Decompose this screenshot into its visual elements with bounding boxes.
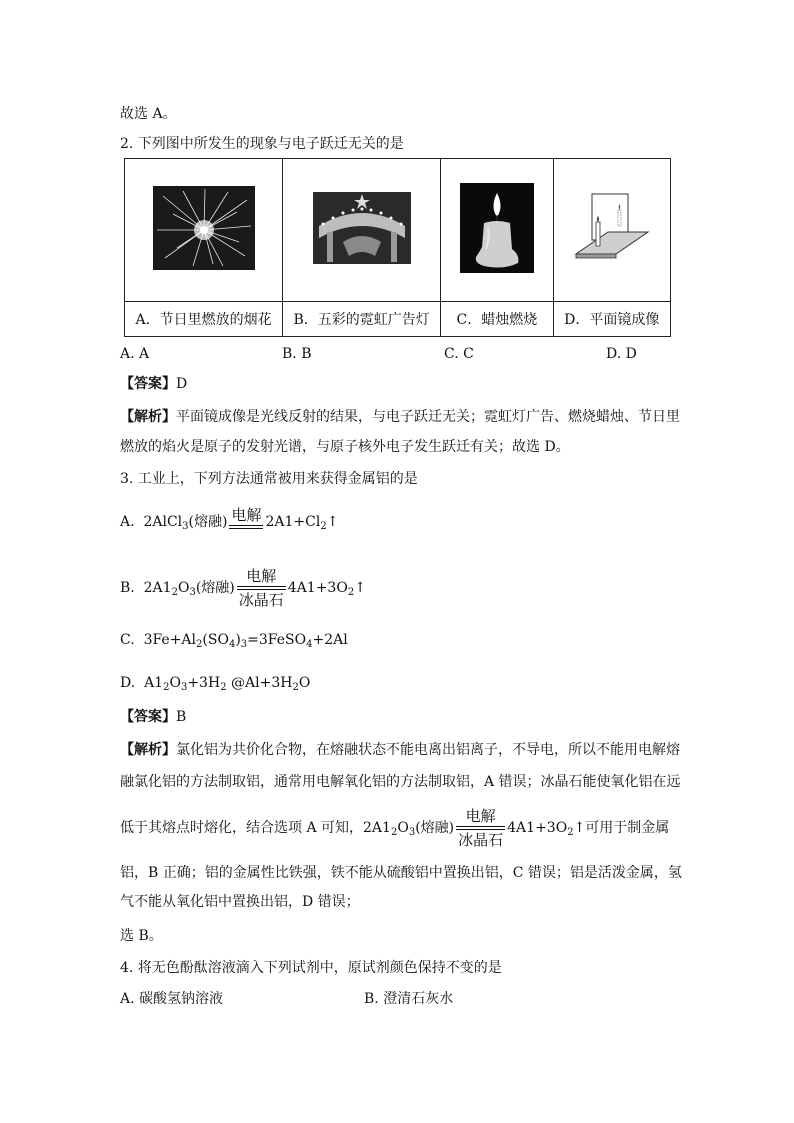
q3-option-d: D. $A1_2O_3+3H_2$ $@Al+3H_2O$ [120, 675, 311, 693]
q3-option-b: B. $2A1_2O_3$(熔融) $\frac{\text{电解}}{\text{冰晶石}}$ $4A1+3O_2↑$ [120, 567, 366, 609]
previous-conclusion: 故选 A。 [120, 106, 177, 122]
q2-analysis-line2: 燃放的焰火是原子的发射光谱，与原子核外电子发生跃迁有关；故选 D。 [120, 439, 570, 455]
candle-image [460, 183, 534, 273]
q3-stem: 3. 工业上，下列方法通常被用来获得金属铝的是 [120, 471, 418, 487]
analysis-text: 低于其熔点时熔化，结合选项 A 可知， [120, 820, 364, 836]
condition-bottom: 冰晶石 [458, 831, 504, 849]
q3-option-a: A. 2AlCl$_3$(熔融) 电解 $2A1+Cl_2↑$ [120, 506, 339, 532]
q3-analysis-line4: 铝，B 正确；铝的金属性比铁强，铁不能从硫酸铝中置换出铝，C 错误；铝是活泼金属，氢 [120, 865, 682, 881]
caption-c: C．蜡烛燃烧 [441, 302, 553, 337]
q3-analysis-line1 [120, 740, 680, 760]
q4-stem: 4. 将无色酚酞溶液滴入下列试剂中，原试剂颜色保持不变的是 [120, 960, 502, 976]
caption-b: B．五彩的霓虹广告灯 [283, 302, 441, 337]
q3-option-c: C. $3Fe+Al_2(SO_4)_3=3FeSO_4+2Al$ [120, 632, 348, 650]
neon-sign-image [313, 192, 411, 264]
answer-label: 【答案】 [120, 709, 176, 725]
q2-answer [120, 374, 187, 394]
answer-label: 【答案】 [120, 376, 176, 392]
q2-analysis-line1 [120, 407, 680, 427]
analysis-label: 【解析】 [120, 409, 176, 425]
q3-analysis-line3: 低于其熔点时熔化，结合选项 A 可知，$2A1_2O_3$(熔融) $\frac{\text{电解}}{\text{冰晶石}}$ $4A1+3O_2↑$可用于制金属 [120, 807, 670, 849]
q2-option-c: C. C [444, 346, 474, 362]
q2-option-d: D. D [606, 346, 637, 362]
condition-bottom: 冰晶石 [238, 591, 284, 609]
analysis-text: 氯化铝为共价化合物，在熔融状态不能电离出铝离子，不导电，所以不能用电解熔 [176, 742, 680, 758]
condition-top: 电解 [246, 567, 277, 585]
q2-option-b: B. B [282, 346, 312, 362]
q3-analysis-line5: 气不能从氧化铝中置换出铝，D 错误； [120, 894, 360, 910]
q4-option-b: B. 澄清石灰水 [364, 991, 454, 1007]
analysis-text: 可用于制金属 [585, 820, 670, 836]
analysis-label: 【解析】 [120, 742, 176, 758]
fireworks-image [153, 186, 255, 270]
mirror-image [572, 188, 652, 268]
mirror-image-cell [553, 159, 670, 302]
caption-d: D．平面镜成像 [553, 302, 670, 337]
neon-sign-image-cell [283, 159, 441, 302]
q2-option-a: A. A [120, 346, 150, 362]
q2-image-table [124, 158, 671, 337]
answer-value: B [176, 709, 187, 725]
q3-answer [120, 707, 186, 727]
candle-image-cell [441, 159, 553, 302]
answer-value: D [176, 376, 188, 392]
condition-top: 电解 [465, 807, 496, 825]
condition-top: 电解 [231, 506, 262, 524]
analysis-text: 平面镜成像是光线反射的结果，与电子跃迁无关；霓虹灯广告、燃烧蜡烛、节日里 [176, 409, 680, 425]
q3-analysis-line2: 融氯化铝的方法制取铝，通常用电解氧化铝的方法制取铝，A 错误；冰晶石能使氧化铝在远 [120, 774, 681, 790]
fireworks-image-cell [125, 159, 283, 302]
q2-stem: 2. 下列图中所发生的现象与电子跃迁无关的是 [120, 136, 404, 152]
q4-option-a: A. 碳酸氢钠溶液 [120, 991, 224, 1007]
q3-analysis-line6: 选 B。 [120, 928, 163, 944]
caption-a: A．节日里燃放的烟花 [125, 302, 283, 337]
